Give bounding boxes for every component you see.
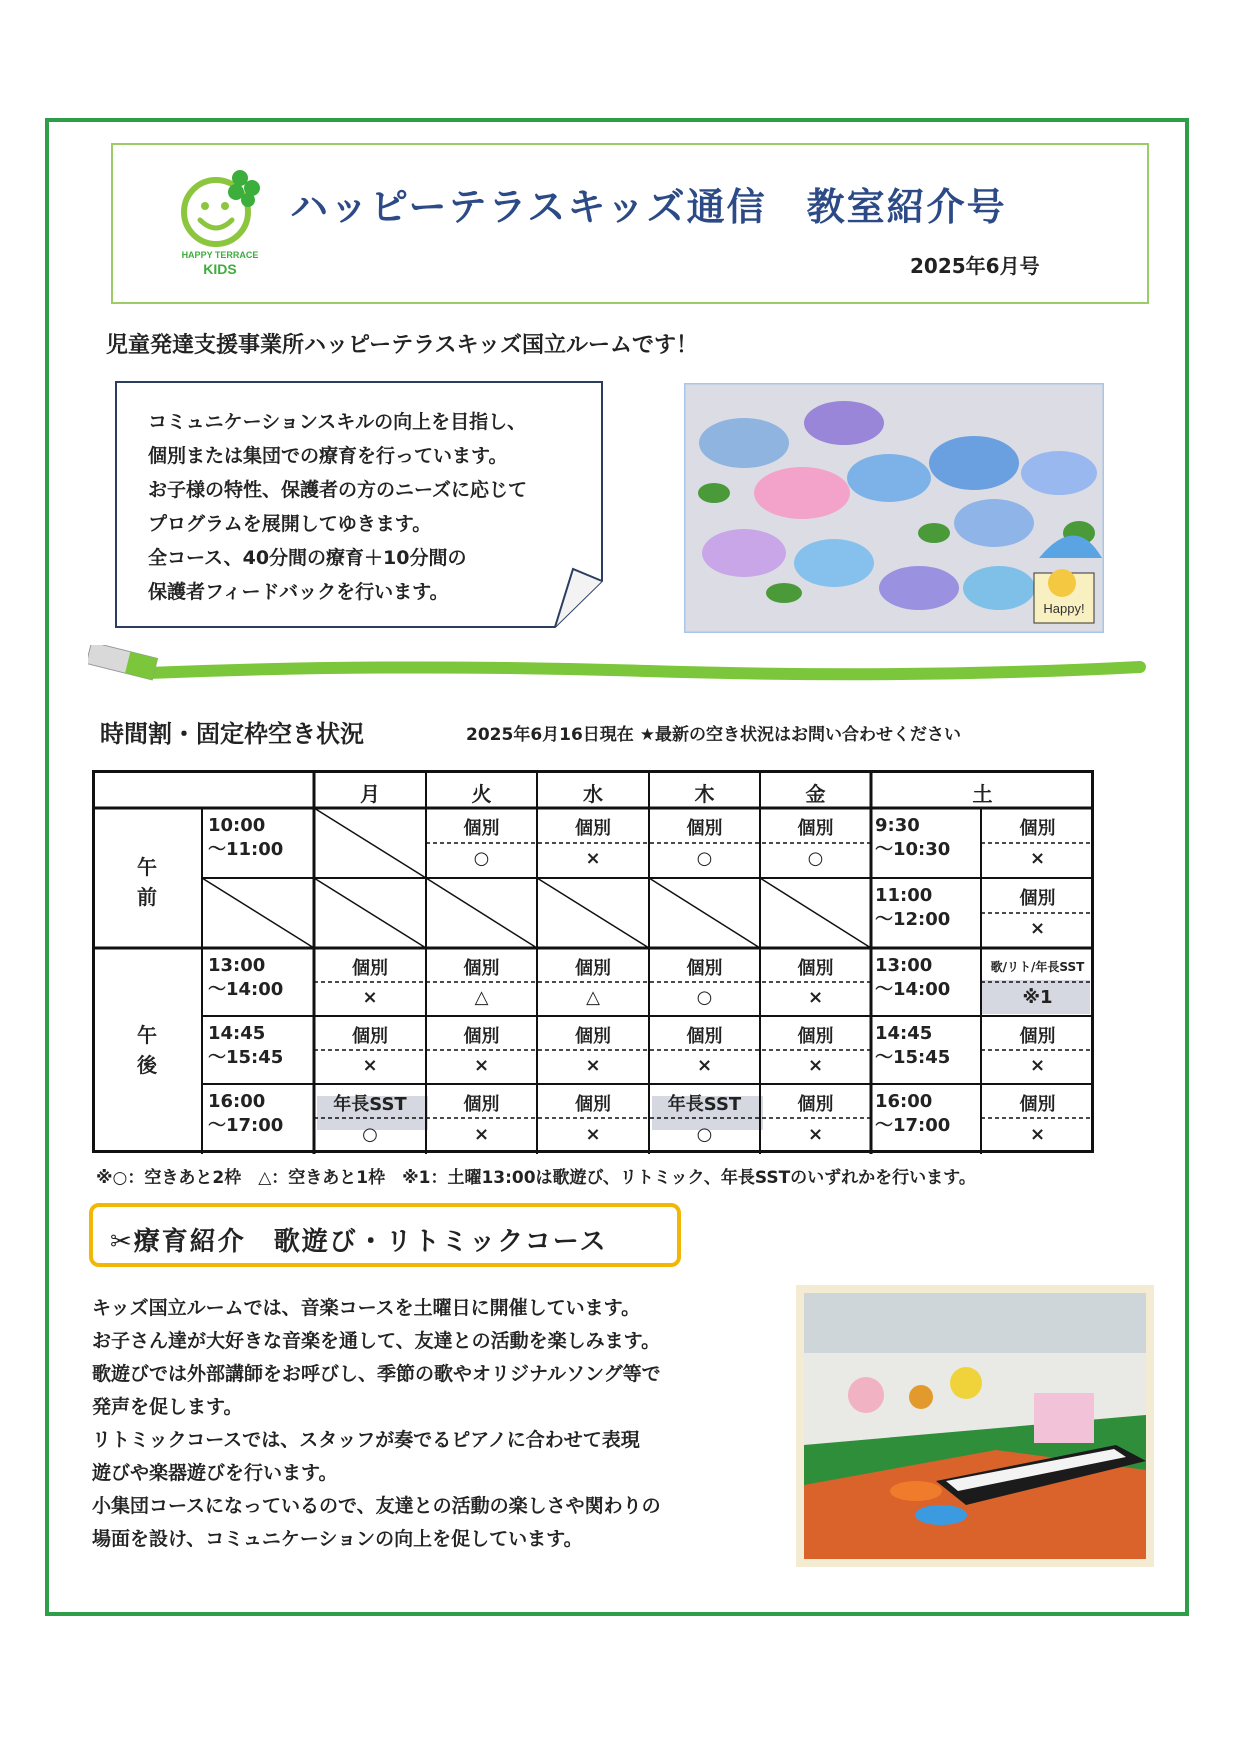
time-start: 13:00	[875, 955, 933, 976]
slot-type: 個別	[463, 1026, 500, 1047]
timetable-heading: 時間割・固定枠空き状況	[100, 720, 364, 748]
slot-type: 歌/リト/年長SST	[990, 960, 1085, 974]
slot-status: △	[474, 987, 489, 1008]
course-line: 発声を促します。	[92, 1396, 243, 1418]
slot-status: ○	[696, 1124, 713, 1145]
slot-type: 個別	[797, 1094, 834, 1115]
time-start: 16:00	[875, 1091, 933, 1112]
slot-type: 年長SST	[333, 1094, 407, 1115]
slot-type: 個別	[463, 818, 500, 839]
timetable-note: 2025年6月16日現在 ★最新の空き状況はお問い合わせください	[466, 725, 961, 745]
timetable	[92, 770, 1094, 1154]
slot-status: ※1	[1022, 987, 1053, 1008]
day-fri: 金	[805, 782, 826, 806]
intro-line: コミュニケーションスキルの向上を目指し、	[148, 411, 527, 433]
course-line: リトミックコースでは、スタッフが奏でるピアノに合わせて表現	[92, 1429, 640, 1451]
slot-type: 個別	[575, 1026, 611, 1047]
time-start: 9:30	[875, 815, 920, 836]
time-am1	[208, 814, 283, 862]
sat-time-s4	[875, 1022, 950, 1070]
am-label	[92, 852, 202, 912]
time-start: 13:00	[208, 955, 266, 976]
day-wed: 水	[583, 782, 603, 806]
time-start: 16:00	[208, 1091, 266, 1112]
slot-status: ○	[362, 1124, 378, 1145]
intro-line: 個別または集団での療育を行っています。	[148, 445, 508, 467]
time-pm2	[208, 1022, 283, 1070]
hydrangea-craft-photo	[684, 383, 1104, 633]
slot-type: 個別	[463, 958, 500, 979]
slot-type: 個別	[1019, 1094, 1056, 1115]
slot-type: 個別	[575, 1094, 611, 1115]
slot-type: 個別	[797, 818, 834, 839]
slot-type: 年長SST	[667, 1094, 742, 1115]
slot-type: 個別	[797, 1026, 834, 1047]
slot-type: 個別	[686, 818, 723, 839]
day-tue: 火	[471, 782, 492, 806]
slot-status: ○	[696, 987, 713, 1008]
sat-time-s5	[875, 1090, 950, 1138]
slot-status: ×	[807, 1055, 824, 1076]
am-label-char: 前	[137, 885, 157, 909]
slot-status: ×	[585, 1055, 601, 1076]
issue-date: 2025年6月号	[910, 254, 1040, 278]
intro-text	[148, 405, 527, 609]
slot-status: ○	[473, 848, 490, 869]
time-end: ～14:00	[875, 979, 951, 1000]
time-end: ～15:45	[208, 1047, 284, 1068]
slot-type: 個別	[686, 958, 723, 979]
slot-status: ×	[696, 1055, 713, 1076]
time-start: 10:00	[208, 815, 266, 836]
slot-status: ×	[807, 987, 824, 1008]
slot-status: ×	[585, 848, 601, 869]
course-line: お子さん達が大好きな音楽を通して、友達との活動を楽しみます。	[92, 1330, 661, 1352]
time-end: ～15:45	[875, 1047, 951, 1068]
time-end: ～17:00	[875, 1115, 951, 1136]
time-pm1	[208, 954, 283, 1002]
timetable-legend: ※○：空きあと2枠 △：空きあと1枠 ※1：土曜13:00は歌遊び、リトミック、年長SSTのいずれかを行います。	[96, 1168, 976, 1188]
intro-heading: 児童発達支援事業所ハッピーテラスキッズ国立ルームです！	[106, 333, 699, 358]
slot-status: ×	[1029, 1055, 1046, 1076]
course-title-text: 療育紹介 歌遊び・リトミックコース	[133, 1227, 608, 1257]
slot-status: ×	[362, 1055, 378, 1076]
day-thu: 木	[694, 782, 715, 806]
slot-type: 個別	[352, 1026, 388, 1047]
day-sat: 土	[972, 782, 993, 806]
slot-status: ×	[807, 1124, 824, 1145]
picture-book	[1034, 1393, 1094, 1443]
slot-type: 個別	[463, 1094, 500, 1115]
slot-status: ×	[1029, 918, 1046, 939]
slot-status: ×	[1029, 848, 1046, 869]
slot-type: 個別	[797, 958, 834, 979]
slot-type: 個別	[1019, 888, 1056, 909]
time-pm3	[208, 1090, 283, 1138]
time-end: ～14:00	[208, 979, 284, 1000]
sat-time-s1	[875, 814, 950, 862]
course-line: キッズ国立ルームでは、音楽コースを土曜日に開催しています。	[92, 1297, 641, 1319]
slot-type: 個別	[352, 958, 388, 979]
time-start: 14:45	[208, 1023, 266, 1044]
sat-time-s3	[875, 954, 950, 1002]
logo-text-bottom: KIDS	[203, 261, 237, 277]
intro-line: 全コース、40分間の療育＋10分間の	[148, 547, 467, 569]
intro-line: プログラムを展開してゆきます。	[148, 513, 432, 535]
pm-label-char: 後	[137, 1053, 157, 1077]
time-start: 14:45	[875, 1023, 933, 1044]
sat-time-s2	[875, 884, 950, 932]
crayon-divider	[88, 645, 1148, 695]
slot-status: ○	[807, 848, 824, 869]
logo-text-top: HAPPY TERRACE	[181, 250, 259, 260]
slot-status: ×	[362, 987, 378, 1008]
slot-status: ×	[1029, 1124, 1046, 1145]
course-title	[110, 1221, 607, 1258]
pm-label	[92, 1020, 202, 1080]
slot-type: 個別	[686, 1026, 723, 1047]
pm-label-char: 午	[137, 1023, 157, 1047]
time-start: 11:00	[875, 885, 933, 906]
slot-type: 個別	[1019, 818, 1056, 839]
bear-toy	[848, 1377, 884, 1413]
day-mon: 月	[360, 782, 380, 806]
intro-line: 保護者フィードバックを行います。	[148, 581, 449, 603]
slot-type: 個別	[575, 958, 611, 979]
music-room-photo	[796, 1285, 1154, 1567]
scissors-icon: ✂	[110, 1227, 134, 1257]
slot-status: △	[586, 987, 600, 1008]
page-title: ハッピーテラスキッズ通信 教室紹介号	[290, 185, 1007, 229]
intro-line: お子様の特性、保護者の方のニーズに応じて	[148, 479, 528, 501]
course-line: 遊びや楽器遊びを行います。	[92, 1462, 338, 1484]
slot-status: ×	[585, 1124, 601, 1145]
slot-type: 個別	[575, 818, 611, 839]
slot-type: 個別	[1019, 1026, 1056, 1047]
time-end: ～11:00	[208, 839, 284, 860]
slot-status: ○	[696, 848, 713, 869]
slot-status: ×	[473, 1124, 490, 1145]
course-line: 場面を設け、コミュニケーションの向上を促しています。	[92, 1528, 583, 1550]
course-text	[92, 1292, 661, 1556]
course-line: 小集団コースになっているので、友達との活動の楽しさや関わりの	[92, 1495, 661, 1517]
happy-label: Happy!	[1043, 601, 1085, 616]
am-label-char: 午	[137, 855, 157, 879]
happy-terrace-logo	[180, 170, 260, 282]
slot-status: ×	[473, 1055, 490, 1076]
time-end: ～17:00	[208, 1115, 284, 1136]
course-line: 歌遊びでは外部講師をお呼びし、季節の歌やオリジナルソング等で	[92, 1363, 661, 1385]
time-end: ～10:30	[875, 839, 951, 860]
time-end: ～12:00	[875, 909, 951, 930]
